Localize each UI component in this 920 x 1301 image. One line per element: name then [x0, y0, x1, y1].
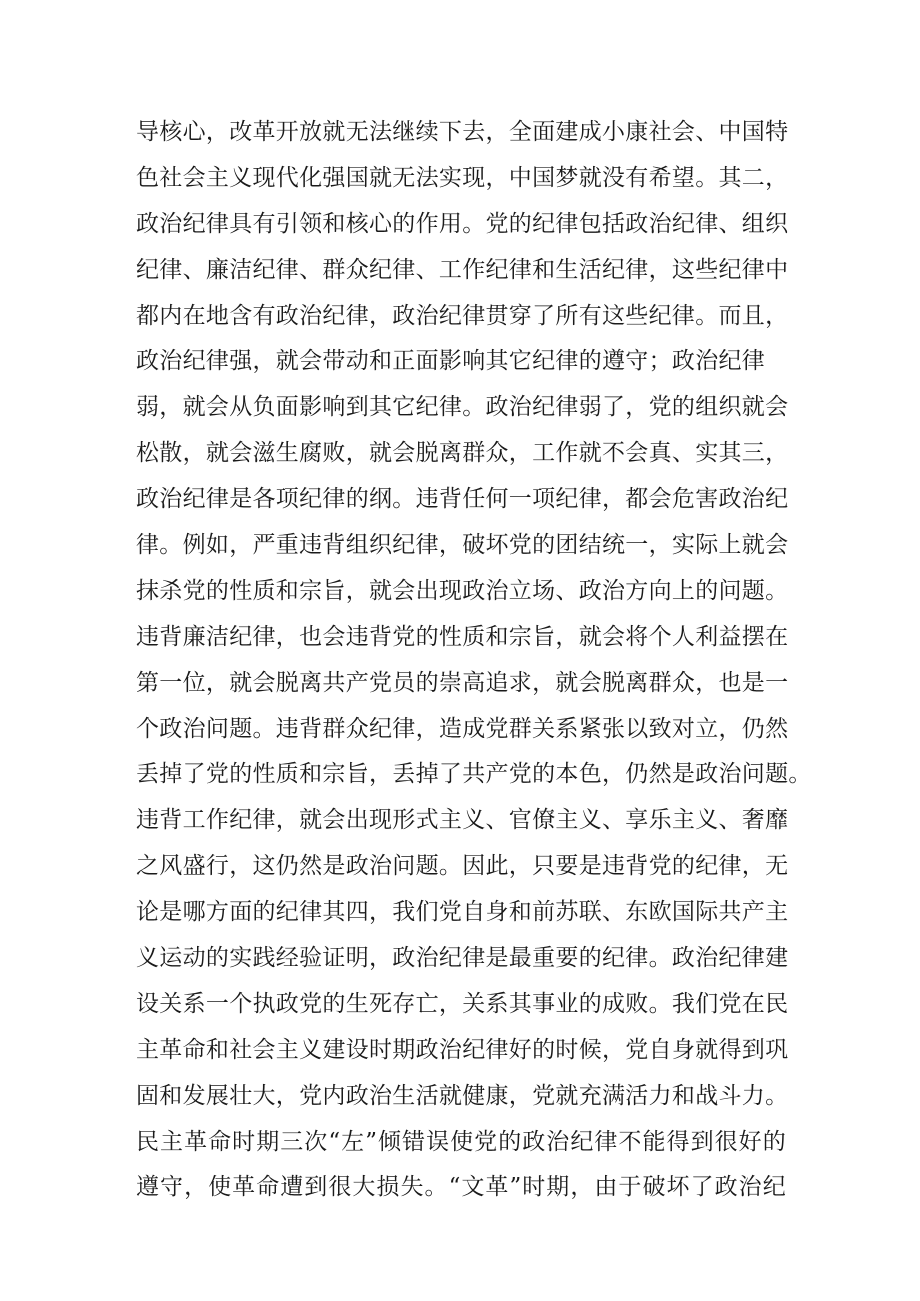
text-line: 政治纪律是各项纪律的纲。违背任何一项纪律，都会危害政治纪: [136, 486, 789, 513]
text-line: 抹杀党的性质和宗旨，就会出现政治立场、政治方向上的问题。: [136, 577, 789, 604]
text-line: 导核心，改革开放就无法继续下去，全面建成小康社会、中国特: [136, 119, 789, 145]
text-line: 义运动的实践经验证明，政治纪律是最重要的纪律。政治纪律建: [136, 945, 789, 972]
text-line: 个政治问题。违背群众纪律，造成党群关系紧张以致对立，仍然: [136, 715, 789, 742]
text-line: 固和发展壮大，党内政治生活就健康，党就充满活力和战斗力。: [136, 1082, 789, 1109]
text-line: 遵守，使革命遭到很大损失。“文革”时期，由于破坏了政治纪: [136, 1174, 786, 1201]
text-line: 论是哪方面的纪律其四，我们党自身和前苏联、东欧国际共产主: [136, 899, 789, 926]
text-line: 政治纪律强，就会带动和正面影响其它纪律的遵守；政治纪律: [136, 348, 766, 375]
text-line: 民主革命时期三次“左”倾错误使党的政治纪律不能得到很好的: [136, 1128, 786, 1155]
text-line: 弱，就会从负面影响到其它纪律。政治纪律弱了，党的组织就会: [136, 394, 789, 421]
text-line: 政治纪律具有引领和核心的作用。党的纪律包括政治纪律、组织: [136, 210, 789, 237]
text-line: 主革命和社会主义建设时期政治纪律好的时候，党自身就得到巩: [136, 1036, 789, 1063]
text-line: 设关系一个执政党的生死存亡，关系其事业的成败。我们党在民: [136, 990, 789, 1017]
text-line: 违背工作纪律，就会出现形式主义、官僚主义、享乐主义、奢靡: [136, 807, 789, 834]
text-line: 第一位，就会脱离共产党员的崇高追求，就会脱离群众，也是一: [136, 669, 789, 696]
text-line: 律。例如，严重违背组织纪律，破坏党的团结统一，实际上就会: [136, 532, 789, 559]
text-line: 违背廉洁纪律，也会违背党的性质和宗旨，就会将个人利益摆在: [136, 623, 789, 650]
body-paragraph: [136, 110, 812, 1211]
text-line: 丢掉了党的性质和宗旨，丢掉了共产党的本色，仍然是政治问题。: [136, 761, 812, 788]
text-line: 都内在地含有政治纪律，政治纪律贯穿了所有这些纪律。而且，: [136, 302, 789, 329]
text-line: 之风盛行，这仍然是政治问题。因此，只要是违背党的纪律，无: [136, 853, 789, 880]
text-line: 色社会主义现代化强国就无法实现，中国梦就没有希望。其二，: [136, 164, 789, 191]
text-line: 纪律、廉洁纪律、群众纪律、工作纪律和生活纪律，这些纪律中: [136, 256, 789, 283]
text-line: 松散，就会滋生腐败，就会脱离群众，工作就不会真、实其三，: [136, 440, 789, 467]
